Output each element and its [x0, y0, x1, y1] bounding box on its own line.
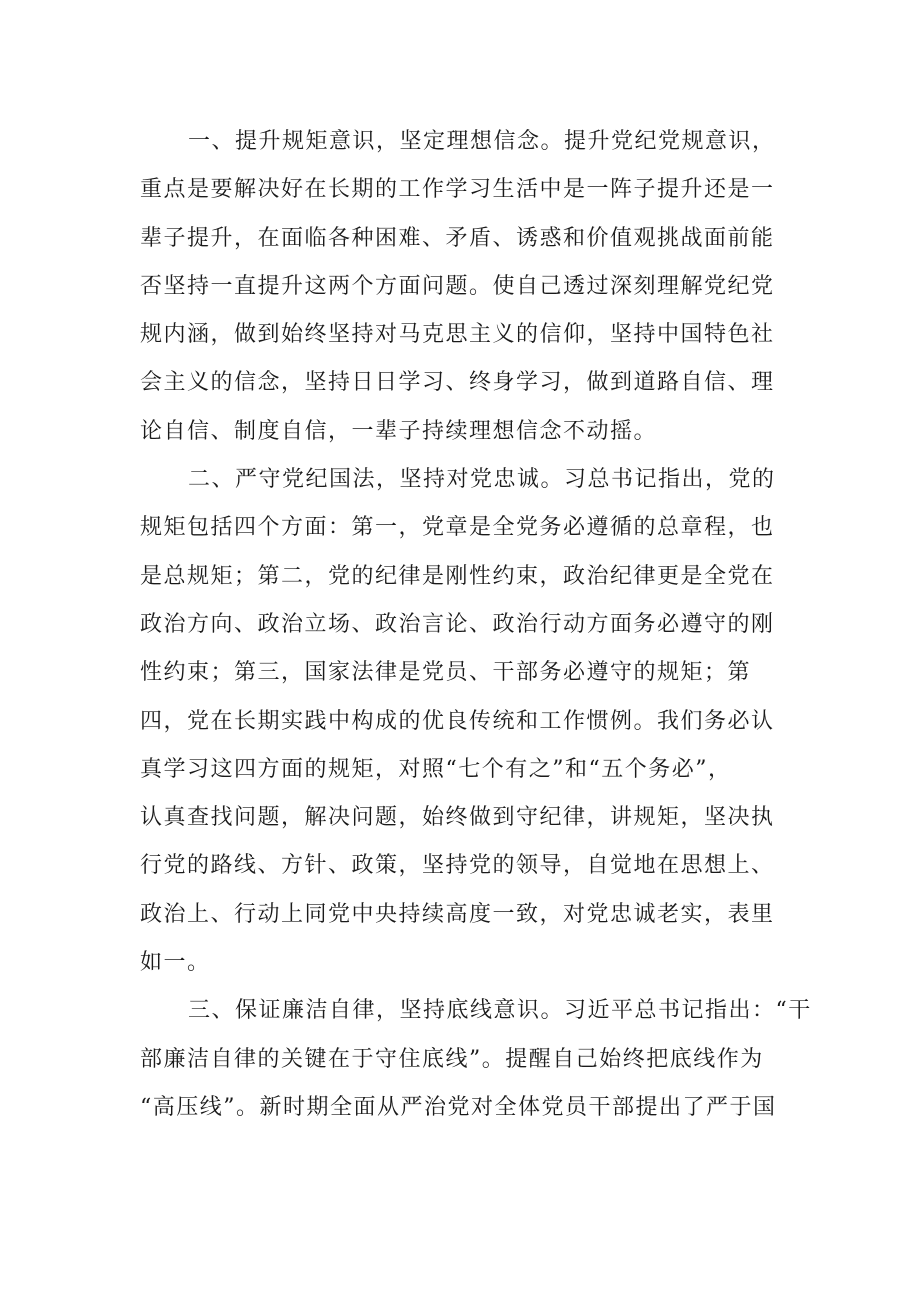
paragraph-line: 四，党在长期实践中构成的优良传统和工作惯例。我们务必认: [140, 708, 775, 734]
paragraph-line: 是总规矩；第二，党的纪律是刚性约束，政治纪律更是全党在: [140, 563, 775, 589]
paragraph-line: 如一。: [140, 950, 211, 976]
paragraph-line: 重点是要解决好在长期的工作学习生活中是一阵子提升还是一: [140, 177, 775, 203]
paragraph-line: 政治上、行动上同党中央持续高度一致，对党忠诚老实，表里: [140, 901, 775, 927]
paragraph-line: 规内涵，做到始终坚持对马克思主义的信仰，坚持中国特色社: [140, 322, 775, 348]
paragraph-3: [140, 987, 812, 1132]
paragraph-line: 二、严守党纪国法，坚持对党忠诚。习总书记指出，党的: [188, 467, 776, 493]
paragraph-line: 否坚持一直提升这两个方面问题。使自己透过深刻理解党纪党: [140, 273, 775, 299]
paragraph-line: 真学习这四方面的规矩，对照“七个有之”和“五个务必”，: [140, 756, 732, 782]
paragraph-line: “高压线”。新时期全面从严治党对全体党员干部提出了严于国: [140, 1094, 777, 1120]
paragraph-line: 会主义的信念，坚持日日学习、终身学习，做到道路自信、理: [140, 370, 775, 396]
paragraph-line: 规矩包括四个方面：第一，党章是全党务必遵循的总章程，也: [140, 515, 775, 541]
paragraph-line: 三、保证廉洁自律，坚持底线意识。习近平总书记指出：“干: [188, 998, 812, 1024]
paragraph-line: 一、提升规矩意识，坚定理想信念。提升党纪党规意识，: [188, 129, 776, 154]
paragraph-line: 认真查找问题，解决问题，始终做到守纪律，讲规矩，坚决执: [140, 805, 775, 831]
paragraph-2: [140, 456, 780, 987]
paragraph-1: [140, 118, 780, 456]
document-body: [140, 118, 812, 1132]
paragraph-line: 论自信、制度自信，一辈子持续理想信念不动摇。: [140, 418, 658, 444]
paragraph-line: 辈子提升，在面临各种困难、矛盾、诱惑和价值观挑战面前能: [140, 225, 775, 251]
paragraph-line: 政治方向、政治立场、政治言论、政治行动方面务必遵守的刚: [140, 611, 775, 637]
paragraph-line: 性约束；第三，国家法律是党员、干部务必遵守的规矩；第: [140, 660, 752, 686]
paragraph-line: 部廉洁自律的关键在于守住底线”。提醒自己始终把底线作为: [140, 1046, 764, 1072]
paragraph-line: 行党的路线、方针、政策，坚持党的领导，自觉地在思想上、: [140, 853, 775, 879]
